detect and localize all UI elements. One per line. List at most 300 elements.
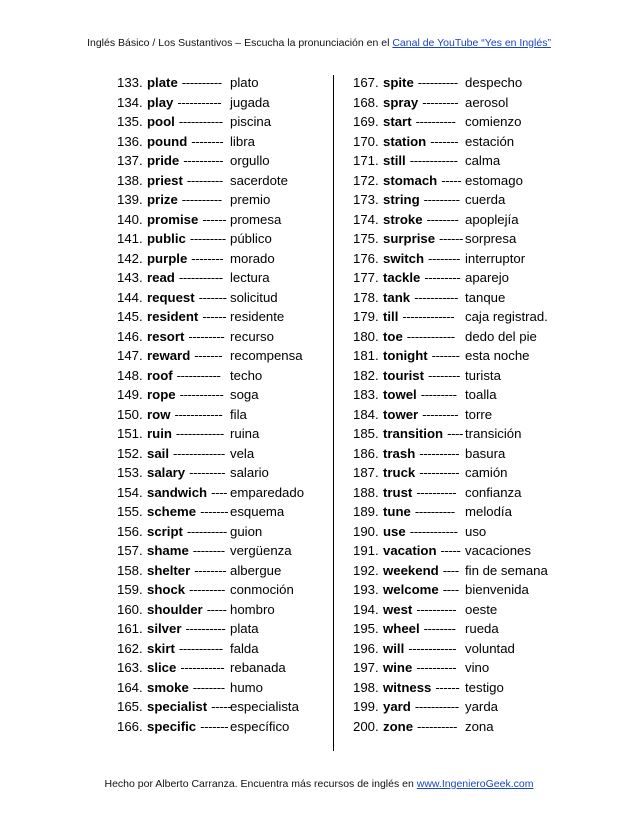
spanish-translation: techo [230, 367, 263, 383]
vocab-column-left [117, 73, 305, 736]
spanish-translation: plato [230, 75, 259, 90]
vocab-entry [353, 717, 494, 737]
english-word: tune [383, 504, 411, 519]
spanish-translation: interruptor [465, 250, 526, 266]
vocab-entry [117, 171, 288, 191]
entry-number: 174. [353, 211, 379, 227]
spanish-translation: vino [465, 660, 490, 675]
spanish-translation: hombro [230, 601, 275, 617]
vocab-entry [353, 229, 517, 249]
english-word: shock [147, 582, 186, 597]
vocab-entry [117, 502, 285, 522]
english-word: shelter [147, 562, 191, 578]
dash-leader: --------- [422, 94, 459, 110]
dash-leader: ----------- [177, 94, 222, 110]
dash-leader: ------------ [409, 153, 458, 168]
vocab-entry [353, 619, 499, 639]
entry-number: 191. [353, 543, 379, 558]
spanish-translation: salario [230, 465, 269, 480]
vocab-entry [117, 561, 282, 581]
dash-leader: ------------ [406, 328, 455, 344]
english-word: will [383, 640, 405, 656]
dash-leader: --------- [186, 172, 223, 188]
vocab-entry [117, 132, 255, 152]
entry-number: 150. [117, 406, 143, 422]
english-word: tower [383, 406, 419, 422]
spanish-translation: especialista [230, 699, 299, 714]
dash-leader: ------ [202, 309, 227, 324]
vocab-entry [117, 405, 247, 425]
spanish-translation: ruina [230, 426, 260, 441]
entry-number: 149. [117, 387, 143, 402]
spanish-translation: transición [465, 426, 522, 441]
spanish-translation: vela [230, 445, 255, 461]
english-word: weekend [383, 562, 439, 578]
spanish-translation: plata [230, 621, 259, 636]
english-word: vacation [383, 543, 437, 558]
entry-number: 193. [353, 582, 379, 597]
vocab-entry [353, 580, 529, 600]
footer-text: Hecho por Alberto Carranza. Encuentra más recursos de inglés en [104, 778, 414, 790]
english-word: zone [383, 718, 414, 734]
dash-leader: --------- [424, 270, 461, 285]
entry-number: 185. [353, 426, 379, 441]
dash-leader: ---------- [186, 523, 227, 539]
entry-number: 184. [353, 406, 379, 422]
spanish-translation: estomago [465, 172, 523, 188]
spanish-translation: jugada [230, 94, 270, 110]
dash-leader: -------- [428, 367, 460, 383]
english-word: read [147, 270, 175, 285]
dash-leader: -------- [192, 543, 225, 558]
english-word: still [383, 153, 406, 168]
vocab-entry [117, 210, 282, 230]
english-word: shame [147, 543, 189, 558]
english-word: tonight [383, 348, 428, 363]
vocab-entry [117, 288, 278, 308]
vocab-entry [353, 522, 487, 542]
entry-number: 138. [117, 172, 143, 188]
vocab-entry [117, 463, 269, 483]
entry-number: 171. [353, 153, 379, 168]
english-word: station [383, 133, 427, 149]
entry-number: 164. [117, 679, 143, 695]
vocab-entry [353, 678, 504, 698]
dash-leader: ----------- [176, 367, 221, 383]
vocab-entry [353, 132, 515, 152]
column-divider [333, 75, 334, 751]
entry-number: 140. [117, 211, 143, 227]
english-word: pride [147, 153, 180, 168]
english-word: silver [147, 621, 182, 636]
vocab-entry [353, 385, 497, 405]
vocab-entry [353, 93, 509, 113]
entry-number: 200. [353, 718, 379, 734]
entry-number: 179. [353, 309, 379, 324]
dash-leader: --------- [423, 192, 460, 207]
english-word: specialist [147, 699, 208, 714]
vocab-entry [353, 502, 512, 522]
dash-leader: ---- [211, 484, 228, 500]
english-word: start [383, 114, 412, 129]
spanish-translation: turista [465, 367, 501, 383]
dash-leader: ---------- [415, 114, 456, 129]
english-word: towel [383, 387, 417, 402]
entry-number: 165. [117, 699, 143, 714]
spanish-translation: promesa [230, 211, 282, 227]
english-word: tackle [383, 270, 421, 285]
spanish-translation: comienzo [465, 114, 522, 129]
spanish-translation: cuerda [465, 192, 506, 207]
vocab-entry [117, 678, 263, 698]
spanish-translation: emparedado [230, 484, 305, 500]
spanish-translation: confianza [465, 484, 522, 500]
dash-leader: ------------- [402, 309, 455, 324]
english-word: sandwich [147, 484, 208, 500]
entry-number: 170. [353, 133, 379, 149]
website-link[interactable]: www.IngenieroGeek.com [416, 778, 534, 790]
entry-number: 152. [117, 445, 143, 461]
vocab-entry [117, 639, 259, 659]
spanish-translation: caja registrad. [465, 309, 548, 324]
dash-leader: -------- [192, 679, 225, 695]
entry-number: 143. [117, 270, 143, 285]
dash-leader: ------ [439, 231, 463, 246]
spanish-translation: toalla [465, 387, 497, 402]
spanish-translation: calma [465, 153, 501, 168]
spanish-translation: sorpresa [465, 231, 517, 246]
english-word: pound [147, 133, 188, 149]
entry-number: 175. [353, 231, 379, 246]
vocab-entry [117, 444, 255, 464]
entry-number: 163. [117, 660, 143, 675]
entry-number: 168. [353, 94, 379, 110]
spanish-translation: albergue [230, 562, 282, 578]
english-word: smoke [147, 679, 189, 695]
english-word: priest [147, 172, 183, 188]
dash-leader: -------- [426, 211, 459, 227]
english-word: stroke [383, 211, 423, 227]
entry-number: 146. [117, 328, 143, 344]
english-word: request [147, 289, 195, 305]
english-word: wheel [383, 621, 420, 636]
vocab-entry [353, 171, 523, 191]
entry-number: 192. [353, 562, 379, 578]
vocab-entry [353, 697, 498, 717]
vocab-entry [353, 112, 522, 132]
dash-leader: ----- [206, 601, 227, 617]
vocab-entry [353, 346, 530, 366]
dash-leader: ---------- [419, 445, 460, 461]
english-word: spray [383, 94, 419, 110]
entry-number: 139. [117, 192, 143, 207]
vocab-entry [353, 249, 526, 269]
dash-leader: ----------- [180, 660, 225, 675]
vocab-entry [353, 639, 515, 659]
entry-number: 142. [117, 250, 143, 266]
spanish-translation: uso [465, 523, 487, 539]
dash-leader: -------- [191, 133, 224, 149]
vocab-entry [353, 541, 531, 561]
entry-number: 167. [353, 75, 379, 90]
english-word: public [147, 231, 186, 246]
dash-leader: ------- [194, 348, 223, 363]
vocab-entry [353, 268, 509, 288]
english-word: salary [147, 465, 186, 480]
vocab-entry [117, 268, 270, 288]
vocab-entry [353, 600, 498, 620]
dash-leader: --------- [188, 328, 225, 344]
english-word: tank [383, 289, 411, 305]
english-word: reward [147, 348, 191, 363]
vocab-entry [353, 307, 548, 327]
entry-number: 144. [117, 289, 143, 305]
vocab-entry [117, 93, 270, 113]
vocab-entry [117, 385, 259, 405]
spanish-translation: oeste [465, 601, 498, 617]
vocab-entry [117, 307, 285, 327]
spanish-translation: libra [230, 133, 255, 149]
vocab-entry [117, 541, 292, 561]
spanish-translation: orgullo [230, 153, 270, 168]
vocab-entry [117, 229, 272, 249]
vocab-entry [117, 112, 272, 132]
vocab-entry [117, 619, 259, 639]
spanish-translation: aparejo [465, 270, 509, 285]
vocab-column-right [353, 73, 548, 736]
vocab-entry [353, 327, 537, 347]
dash-leader: ----------- [414, 699, 459, 714]
entry-number: 159. [117, 582, 143, 597]
spanish-translation: basura [465, 445, 506, 461]
vocab-entry [353, 405, 493, 425]
dash-leader: ----- [441, 172, 462, 188]
vocab-entry [353, 483, 522, 503]
spanish-translation: residente [230, 309, 285, 324]
entry-number: 178. [353, 289, 379, 305]
vocab-entry [117, 346, 303, 366]
dash-leader: ------- [200, 504, 229, 519]
entry-number: 176. [353, 250, 379, 266]
english-word: ruin [147, 426, 172, 441]
youtube-channel-link[interactable]: Canal de YouTube “Yes en Inglés” [392, 37, 551, 49]
english-word: plate [147, 75, 178, 90]
english-word: specific [147, 718, 197, 734]
english-word: row [147, 406, 171, 422]
entry-number: 135. [117, 114, 143, 129]
spanish-translation: específico [230, 718, 290, 734]
entry-number: 136. [117, 133, 143, 149]
dash-leader: -------- [423, 621, 456, 636]
english-word: till [383, 309, 399, 324]
entry-number: 162. [117, 640, 143, 656]
spanish-translation: apoplejía [465, 211, 519, 227]
entry-number: 186. [353, 445, 379, 461]
page-footer [0, 778, 638, 790]
vocab-entry [117, 658, 286, 678]
english-word: pool [147, 114, 175, 129]
entry-number: 189. [353, 504, 379, 519]
spanish-translation: recurso [230, 328, 274, 344]
english-word: truck [383, 465, 416, 480]
spanish-translation: testigo [465, 679, 504, 695]
spanish-translation: morado [230, 250, 275, 266]
spanish-translation: esquema [230, 504, 285, 519]
dash-leader: ---- [442, 562, 459, 578]
dash-leader: ----- [211, 699, 232, 714]
vocab-entry [117, 366, 263, 386]
spanish-translation: vergüenza [230, 543, 292, 558]
vocab-entry [353, 288, 506, 308]
english-word: sail [147, 445, 169, 461]
dash-leader: ---- [442, 582, 459, 597]
vocab-entry [353, 366, 501, 386]
entry-number: 172. [353, 172, 379, 188]
spanish-translation: solicitud [230, 289, 278, 305]
english-word: script [147, 523, 183, 539]
entry-number: 148. [117, 367, 143, 383]
spanish-translation: melodía [465, 504, 512, 519]
vocab-entry [353, 463, 508, 483]
entry-number: 157. [117, 543, 143, 558]
dash-leader: ---------- [416, 660, 457, 675]
dash-leader: ------------ [175, 426, 224, 441]
entry-number: 169. [353, 114, 379, 129]
entry-number: 161. [117, 621, 143, 636]
spanish-translation: fila [230, 406, 247, 422]
spanish-translation: bienvenida [465, 582, 529, 597]
entry-number: 137. [117, 153, 143, 168]
english-word: shoulder [147, 601, 203, 617]
entry-number: 197. [353, 660, 379, 675]
vocab-entry [117, 697, 299, 717]
english-word: toe [383, 328, 403, 344]
dash-leader: ---------- [417, 75, 458, 90]
english-word: wine [383, 660, 413, 675]
spanish-translation: premio [230, 192, 271, 207]
dash-leader: ---------- [419, 465, 460, 480]
vocab-entry [117, 600, 275, 620]
spanish-translation: rebanada [230, 660, 286, 675]
entry-number: 166. [117, 718, 143, 734]
english-word: resident [147, 309, 199, 324]
vocab-entry [117, 151, 270, 171]
vocab-entry [117, 522, 263, 542]
entry-number: 134. [117, 94, 143, 110]
entry-number: 153. [117, 465, 143, 480]
english-word: slice [147, 660, 177, 675]
dash-leader: ----- [440, 543, 461, 558]
dash-leader: --------- [422, 406, 459, 422]
spanish-translation: fin de semana [465, 562, 548, 578]
dash-leader: ---------- [181, 75, 222, 90]
vocab-entry [117, 424, 260, 444]
dash-leader: ------------ [174, 406, 223, 422]
entry-number: 183. [353, 387, 379, 402]
spanish-translation: despecho [465, 75, 523, 90]
dash-leader: --------- [189, 465, 226, 480]
dash-leader: ------ [435, 679, 460, 695]
vocab-entry [117, 327, 274, 347]
spanish-translation: estación [465, 133, 515, 149]
dash-leader: ------- [200, 718, 229, 734]
entry-number: 195. [353, 621, 379, 636]
entry-number: 133. [117, 75, 143, 90]
english-word: witness [383, 679, 432, 695]
dash-leader: --------- [420, 387, 457, 402]
english-word: west [383, 601, 413, 617]
dash-leader: ------------ [409, 523, 458, 539]
entry-number: 158. [117, 562, 143, 578]
entry-number: 173. [353, 192, 379, 207]
english-word: resort [147, 328, 185, 344]
spanish-translation: conmoción [230, 582, 294, 597]
vocab-entry [117, 73, 259, 93]
dash-leader: -------- [428, 250, 460, 266]
english-word: promise [147, 211, 199, 227]
dash-leader: -------- [191, 250, 224, 266]
spanish-translation: camión [465, 465, 508, 480]
vocab-entry [117, 580, 294, 600]
vocab-entry [353, 658, 490, 678]
dash-leader: -------- [194, 562, 227, 578]
dash-leader: ----------- [414, 289, 459, 305]
spanish-translation: piscina [230, 114, 272, 129]
spanish-translation: dedo del pie [465, 328, 537, 344]
dash-leader: ------------ [408, 640, 457, 656]
english-word: tourist [383, 367, 425, 383]
entry-number: 155. [117, 504, 143, 519]
spanish-translation: yarda [465, 699, 498, 714]
entry-number: 190. [353, 523, 379, 539]
vocab-entry [117, 483, 305, 503]
vocab-entry [353, 210, 519, 230]
english-word: switch [383, 250, 425, 266]
spanish-translation: aerosol [465, 94, 509, 110]
entry-number: 160. [117, 601, 143, 617]
spanish-translation: tanque [465, 289, 506, 305]
english-word: spite [383, 75, 414, 90]
entry-number: 154. [117, 484, 143, 500]
dash-leader: ------- [430, 133, 459, 149]
vocab-entry [353, 561, 548, 581]
entry-number: 151. [117, 426, 143, 441]
dash-leader: ----------- [178, 640, 223, 656]
spanish-translation: esta noche [465, 348, 530, 363]
vocab-entry [353, 424, 522, 444]
dash-leader: ------------- [173, 445, 225, 461]
entry-number: 198. [353, 679, 379, 695]
spanish-translation: sacerdote [230, 172, 288, 188]
dash-leader: ---------- [416, 601, 457, 617]
dash-leader: ---------- [185, 621, 226, 636]
english-word: purple [147, 250, 188, 266]
entry-number: 156. [117, 523, 143, 539]
vocab-entry [353, 73, 523, 93]
english-word: play [147, 94, 174, 110]
spanish-translation: recompensa [230, 348, 303, 363]
vocab-entry [117, 717, 290, 737]
vocab-entry [353, 190, 506, 210]
spanish-translation: voluntad [465, 640, 515, 656]
dash-leader: ---------- [416, 484, 457, 500]
entry-number: 181. [353, 348, 379, 363]
dash-leader: ---------- [183, 153, 224, 168]
dash-leader: ------- [431, 348, 460, 363]
spanish-translation: público [230, 231, 272, 246]
spanish-translation: guion [230, 523, 263, 539]
page-header [0, 37, 638, 49]
